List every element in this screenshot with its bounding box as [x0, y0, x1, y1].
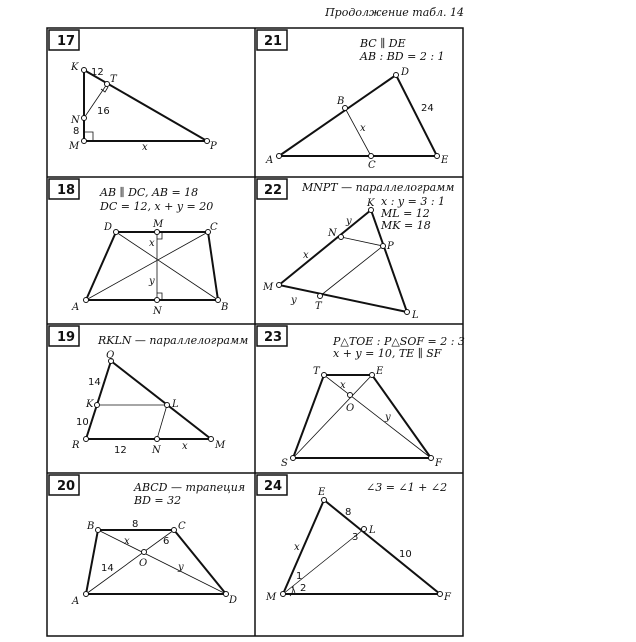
point-e	[435, 154, 440, 159]
point-d	[394, 73, 399, 78]
label-o: O	[139, 558, 148, 569]
label-m: M	[69, 141, 80, 152]
panel-22	[257, 179, 454, 321]
condition-line-2: x + y = 10, TE ∥ SF	[333, 347, 442, 360]
point-b	[216, 298, 221, 303]
triangle-ade	[279, 75, 437, 156]
label-b: B	[87, 521, 95, 532]
label-f: F	[435, 458, 442, 469]
point-k	[82, 68, 87, 73]
label-n: N	[71, 115, 80, 126]
point-t	[322, 373, 327, 378]
value-kt: 12	[91, 67, 104, 78]
condition-title: RKLN — параллелограмм	[98, 334, 249, 347]
point-s	[291, 456, 296, 461]
value-y: y	[385, 412, 391, 423]
condition-line-1: BD = 32	[134, 494, 182, 507]
value-lf: 10	[399, 549, 412, 560]
value-bc: 8	[132, 519, 139, 530]
value-x: x	[142, 142, 148, 153]
condition-line-1: BC ∥ DE	[360, 37, 406, 50]
point-n	[155, 437, 160, 442]
label-t: T	[110, 74, 117, 85]
panel-number: 23	[264, 330, 283, 345]
panel-19	[49, 326, 248, 456]
panel-number: 21	[264, 34, 283, 49]
point-f	[438, 592, 443, 597]
diagonal-ca	[86, 530, 174, 594]
label-s: S	[281, 458, 288, 469]
label-p: P	[387, 241, 394, 252]
parallelogram-sides	[320, 237, 383, 296]
point-d	[114, 230, 119, 235]
condition-title: ABCD — трапеция	[134, 481, 246, 494]
label-k: K	[71, 62, 79, 73]
point-n	[82, 116, 87, 121]
triangle-qrm	[86, 361, 211, 439]
label-n: N	[153, 306, 162, 317]
label-a: A	[266, 155, 274, 166]
point-b	[96, 528, 101, 533]
panel-20	[49, 475, 245, 607]
panel-18	[49, 179, 228, 317]
panel-24	[257, 475, 452, 603]
label-o: O	[346, 403, 355, 414]
label-r: R	[72, 440, 80, 451]
point-p	[381, 244, 386, 249]
label-c: C	[210, 222, 218, 233]
point-n	[155, 298, 160, 303]
value-co: 6	[163, 536, 170, 547]
value-x: x	[149, 238, 155, 249]
label-p: P	[210, 141, 217, 152]
value-y: y	[178, 562, 184, 573]
value-angle-2: 2	[300, 583, 307, 594]
label-k: K	[367, 198, 375, 209]
point-a	[84, 298, 89, 303]
panel-number: 20	[57, 479, 76, 494]
label-m: M	[263, 282, 274, 293]
panel-21	[257, 30, 449, 171]
value-el: 8	[345, 507, 352, 518]
label-a: A	[72, 302, 80, 313]
point-m	[281, 592, 286, 597]
condition-line-1: ∠3 = ∠1 + ∠2	[366, 481, 448, 494]
panel-number: 17	[57, 34, 76, 49]
label-m: M	[266, 592, 277, 603]
condition-line-1: x : y = 3 : 1	[381, 195, 446, 208]
point-l	[362, 527, 367, 532]
point-t	[105, 82, 110, 87]
label-d: D	[229, 595, 238, 606]
value-kr: 10	[76, 417, 89, 428]
segment-ln	[157, 405, 167, 439]
label-m: M	[153, 219, 164, 230]
value-ao: 14	[101, 563, 114, 574]
value-x: x	[124, 536, 130, 547]
panel-number: 18	[57, 183, 76, 198]
label-m: M	[215, 440, 226, 451]
point-m	[209, 437, 214, 442]
diagonal-bd	[98, 530, 226, 594]
value-y-top: y	[346, 216, 352, 227]
value-angle-1: 1	[296, 571, 303, 582]
value-x: x	[294, 542, 300, 553]
label-l: L	[412, 310, 419, 321]
label-l: L	[172, 399, 179, 410]
point-k	[95, 403, 100, 408]
panel-number: 19	[57, 330, 76, 345]
point-c	[369, 154, 374, 159]
panel-number: 22	[264, 183, 283, 198]
label-n: N	[328, 228, 337, 239]
table-continuation-header: Продолжение табл. 14	[325, 6, 464, 19]
value-x: x	[182, 441, 188, 452]
value-y: y	[149, 276, 155, 287]
point-o	[348, 393, 353, 398]
point-l	[165, 403, 170, 408]
label-e: E	[318, 487, 326, 498]
point-c	[172, 528, 177, 533]
point-f	[429, 456, 434, 461]
value-qk: 14	[88, 377, 101, 388]
label-k: K	[86, 399, 94, 410]
point-a	[277, 154, 282, 159]
value-mn: 8	[73, 126, 80, 137]
label-c: C	[178, 521, 186, 532]
label-c: C	[368, 160, 376, 171]
label-f: F	[444, 592, 451, 603]
point-m	[82, 139, 87, 144]
point-n	[339, 235, 344, 240]
label-t: T	[313, 366, 320, 377]
point-l	[405, 310, 410, 315]
point-a	[84, 592, 89, 597]
value-de: 24	[421, 103, 434, 114]
diagonal-es	[293, 375, 372, 458]
value-nt: 16	[97, 106, 110, 117]
point-m	[277, 283, 282, 288]
condition-title: MNPT — параллелограмм	[302, 181, 455, 194]
label-b: B	[337, 96, 345, 107]
point-m	[155, 230, 160, 235]
point-p	[205, 139, 210, 144]
value-y-bottom: y	[291, 295, 297, 306]
label-d: D	[104, 222, 113, 233]
triangle-emf	[283, 500, 440, 594]
panel-number: 24	[264, 479, 283, 494]
condition-line-2: AB : BD = 2 : 1	[360, 50, 445, 63]
segment-bc	[345, 108, 371, 156]
condition-line-2: ML = 12	[381, 207, 430, 220]
panel-23	[257, 326, 465, 469]
value-x: x	[303, 250, 309, 261]
diagonal-bd	[116, 232, 218, 300]
value-x: x	[340, 380, 346, 391]
label-l: L	[369, 525, 376, 536]
panel-17	[49, 30, 217, 153]
condition-line-3: MK = 18	[381, 219, 431, 232]
label-q: Q	[106, 350, 115, 361]
point-r	[84, 437, 89, 442]
condition-line-2: DC = 12, x + y = 20	[100, 200, 214, 213]
point-d	[224, 592, 229, 597]
label-e: E	[376, 366, 384, 377]
label-a: A	[72, 596, 80, 607]
trapezoid-tefs	[293, 375, 431, 458]
value-x: x	[360, 123, 366, 134]
point-t	[318, 294, 323, 299]
label-b: B	[221, 302, 229, 313]
label-d: D	[401, 67, 410, 78]
label-e: E	[441, 155, 449, 166]
condition-line-1: P△TOE : P△SOF = 2 : 3	[333, 335, 465, 348]
point-e	[322, 498, 327, 503]
value-rn: 12	[114, 445, 127, 456]
label-t: T	[315, 301, 322, 312]
point-e	[370, 373, 375, 378]
point-o	[142, 550, 147, 555]
condition-line-1: AB ∥ DC, AB = 18	[100, 186, 199, 199]
label-n: N	[152, 445, 161, 456]
diagonal-ac	[86, 232, 208, 300]
value-angle-3: 3	[352, 532, 359, 543]
trapezoid-abcd	[86, 530, 226, 594]
